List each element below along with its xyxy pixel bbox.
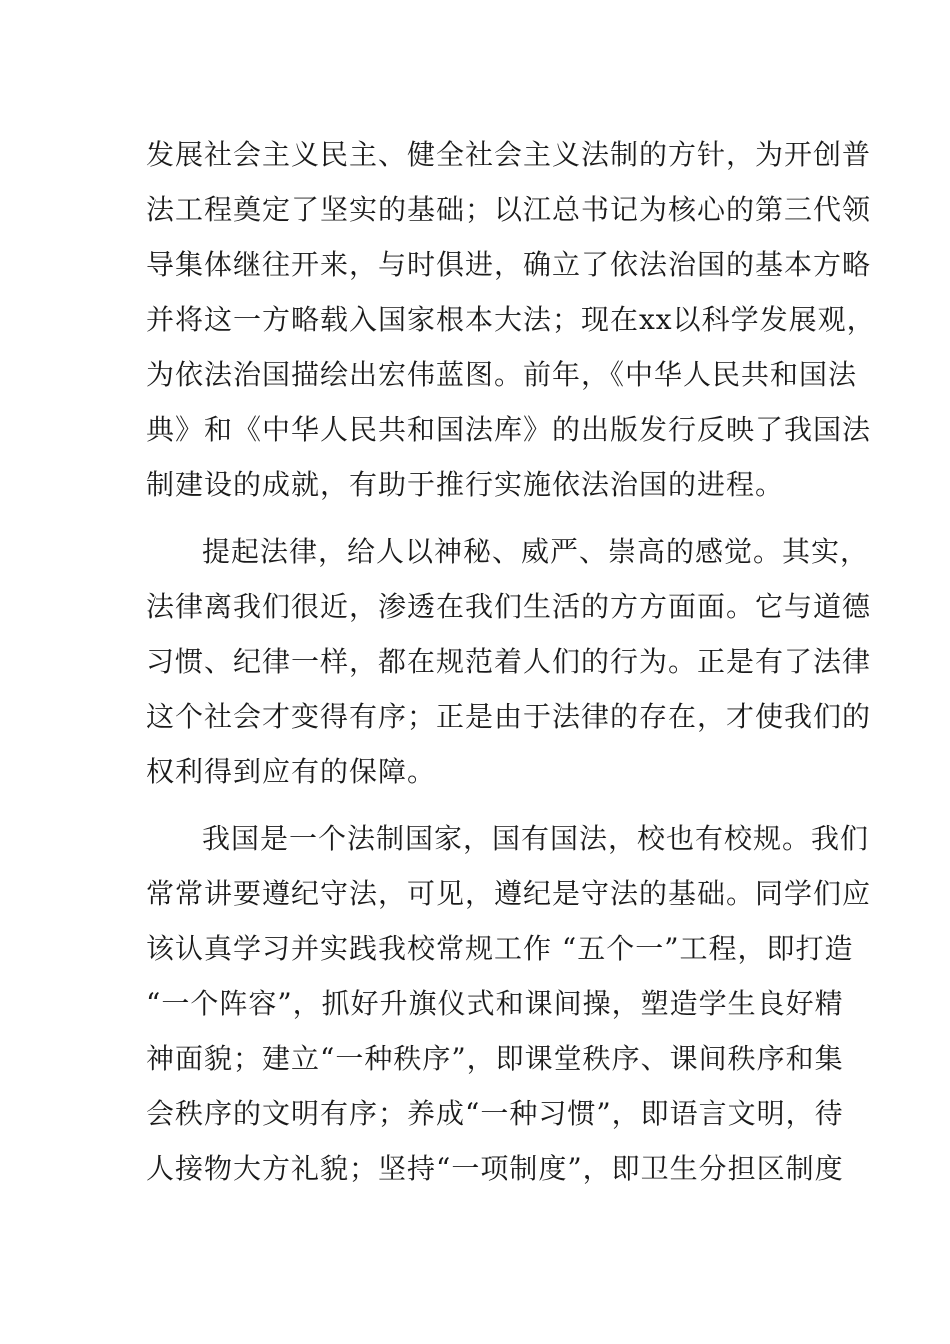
text-line: 权利得到应有的保障。 (146, 755, 437, 788)
text-line: 该认真学习并实践我校常规工作 “五个一”工程，即打造 (146, 932, 854, 965)
text-line: 法工程奠定了坚实的基础；以江总书记为核心的第三代领 (146, 193, 872, 226)
text-line: 制建设的成就，有助于推行实施依法治国的进程。 (146, 468, 785, 501)
text-line: 常常讲要遵纪守法，可见，遵纪是守法的基础。同学们应 (146, 877, 872, 910)
paragraph-first-line: 我国是一个法制国家，国有国法，校也有校规。我们 (202, 822, 870, 855)
text-line: 习惯、纪律一样，都在规范着人们的行为。正是有了法律 (146, 645, 872, 678)
text-line: 这个社会才变得有序；正是由于法律的存在，才使我们的 (146, 700, 872, 733)
text-line: 为依法治国描绘出宏伟蓝图。前年，《中华人民共和国法 (146, 358, 858, 391)
text-line: 会秩序的文明有序；养成“一种习惯”，即语言文明，待 (146, 1097, 844, 1130)
text-line: 典》和《中华人民共和国法库》的出版发行反映了我国法 (146, 413, 872, 446)
text-line: 导集体继往开来，与时俱进，确立了依法治国的基本方略 (146, 248, 872, 281)
text-line: 并将这一方略载入国家根本大法；现在xx以科学发展观， (146, 303, 876, 336)
paragraph-first-line: 提起法律，给人以神秘、威严、崇高的感觉。其实， (202, 535, 870, 568)
text-line: 发展社会主义民主、健全社会主义法制的方针，为开创普 (146, 138, 872, 171)
text-line: 法律离我们很近，渗透在我们生活的方方面面。它与道德 (146, 590, 872, 623)
text-line: 神面貌；建立“一种秩序”，即课堂秩序、课间秩序和集 (146, 1042, 844, 1075)
text-line: “一个阵容”，抓好升旗仪式和课间操，塑造学生良好精 (146, 987, 844, 1020)
text-line: 人接物大方礼貌；坚持“一项制度”，即卫生分担区制度 (146, 1152, 844, 1185)
